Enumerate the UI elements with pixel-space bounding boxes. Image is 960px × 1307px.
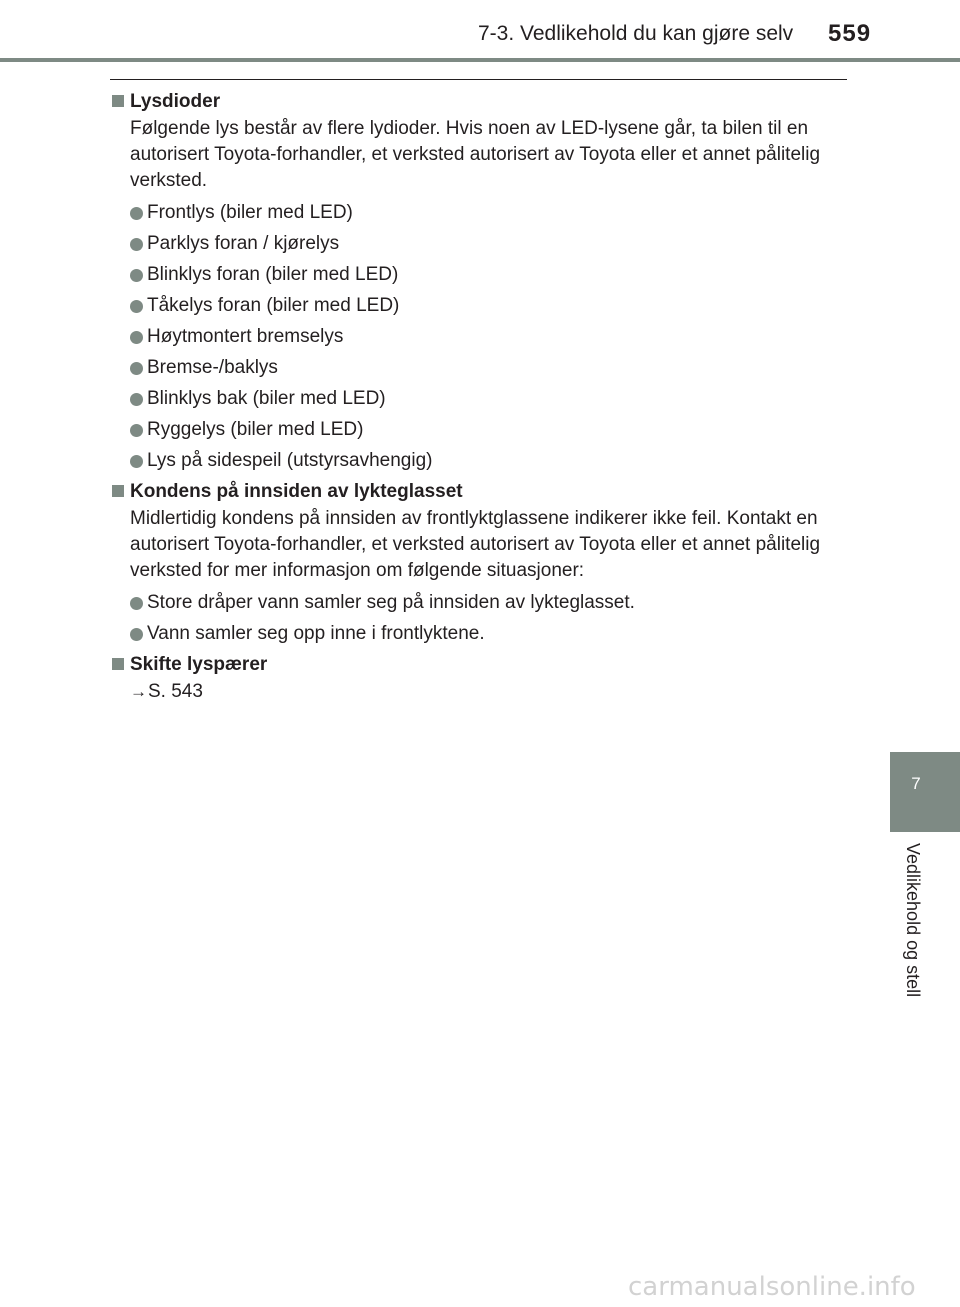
circle-bullet-icon — [130, 424, 143, 437]
page-reference — [130, 679, 850, 705]
list-item — [130, 262, 850, 288]
circle-bullet-icon — [130, 300, 143, 313]
list-item — [130, 590, 850, 616]
page-number: 559 — [828, 20, 872, 47]
circle-bullet-icon — [130, 597, 143, 610]
circle-bullet-icon — [130, 238, 143, 251]
chapter-label: Vedlikehold og stell — [903, 843, 923, 998]
square-bullet-icon — [112, 95, 124, 107]
list-item-text: Høytmontert bremselys — [147, 326, 344, 347]
chapter-tab — [890, 752, 960, 832]
list-item — [130, 386, 850, 412]
header-rule — [110, 79, 847, 80]
square-bullet-icon — [112, 485, 124, 497]
list-item — [130, 293, 850, 319]
list-item — [130, 355, 850, 381]
section-heading-text: Lysdioder — [130, 91, 221, 112]
header-bar — [0, 58, 960, 62]
list-item-text: Vann samler seg opp inne i frontlyktene. — [147, 623, 485, 644]
section-heading-text: Skifte lyspærer — [130, 654, 268, 675]
section-skifte-lyspaerer — [110, 651, 850, 705]
circle-bullet-icon — [130, 393, 143, 406]
list-item-text: Store dråper vann samler seg på innsiden av lykteglasset. — [147, 592, 635, 613]
list-item-text: Frontlys (biler med LED) — [147, 202, 353, 223]
section-heading — [110, 88, 850, 115]
section-heading — [110, 478, 850, 505]
list-item-text: Lys på sidespeil (utstyrsavhengig) — [147, 450, 433, 471]
list-item — [130, 448, 850, 474]
bullet-list — [110, 590, 850, 647]
list-item — [130, 200, 850, 226]
list-item — [130, 621, 850, 647]
section-paragraph: Følgende lys består av flere lydioder. Hvis noen av LED-lysene går, ta bilen til en autorisert Toyota-forhandler, et verksted autorisert av Toyota eller et annet pålitelig verksted. — [130, 118, 821, 191]
list-item-text: Bremse-/baklys — [147, 357, 278, 378]
circle-bullet-icon — [130, 362, 143, 375]
section-lysdioder — [110, 88, 850, 474]
circle-bullet-icon — [130, 331, 143, 344]
running-header-title: 7-3. Vedlikehold du kan gjøre selv — [478, 22, 794, 45]
list-item-text: Blinklys foran (biler med LED) — [147, 264, 399, 285]
list-item-text: Parklys foran / kjørelys — [147, 233, 340, 254]
circle-bullet-icon — [130, 628, 143, 641]
section-paragraph: Midlertidig kondens på innsiden av frontlyktglassene indikerer ikke feil. Kontakt en autorisert Toyota-forhandler, et verksted autorisert av Toyota eller et annet pålitelig verksted for mer informasjon om følgende situasjoner: — [130, 508, 821, 581]
bullet-list — [110, 200, 850, 474]
list-item — [130, 417, 850, 443]
circle-bullet-icon — [130, 269, 143, 282]
page-reference-link[interactable]: S. 543 — [148, 681, 203, 702]
section-kondens — [110, 478, 850, 647]
list-item — [130, 324, 850, 350]
square-bullet-icon — [112, 658, 124, 670]
page-content — [110, 88, 850, 705]
right-arrow-icon: → — [130, 682, 147, 701]
section-heading — [110, 651, 850, 678]
watermark: carmanualsonline.info — [628, 1272, 916, 1302]
chapter-number: 7 — [911, 774, 921, 793]
list-item — [130, 231, 850, 257]
list-item-text: Blinklys bak (biler med LED) — [147, 388, 386, 409]
list-item-text: Ryggelys (biler med LED) — [147, 419, 364, 440]
section-heading-text: Kondens på innsiden av lykteglasset — [130, 481, 463, 502]
list-item-text: Tåkelys foran (biler med LED) — [147, 295, 400, 316]
circle-bullet-icon — [130, 455, 143, 468]
circle-bullet-icon — [130, 207, 143, 220]
